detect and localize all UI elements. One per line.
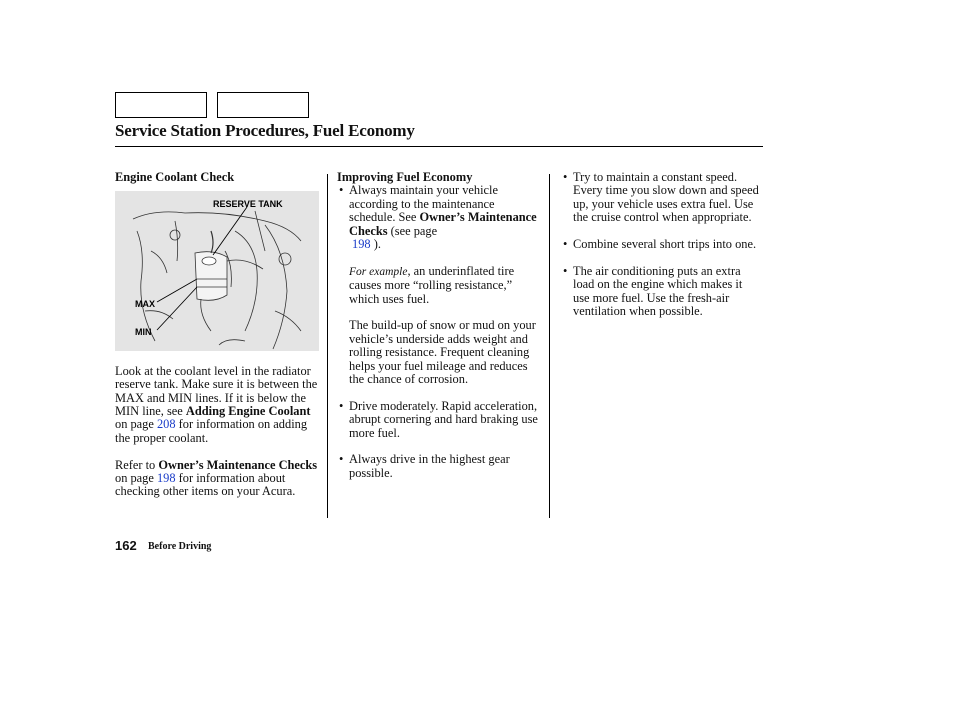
ref-owners-maintenance-checks: Owner’s Maintenance Checks bbox=[158, 457, 318, 472]
figure-label-min: MIN bbox=[135, 327, 152, 338]
list-item-air-conditioning: • The air conditioning puts an extra load on the engine which makes it use more fuel. Use the fresh-air ventilation when possible. bbox=[561, 265, 761, 319]
list-item-constant-speed: • Try to maintain a constant speed. Every time you slow down and speed up, your vehicle uses extra fuel. Use the cruise control when appropriate. bbox=[561, 171, 761, 225]
nav-button-previous[interactable] bbox=[115, 92, 207, 118]
page-number: 162 bbox=[115, 538, 137, 553]
ref-adding-engine-coolant: Adding Engine Coolant bbox=[185, 404, 311, 419]
figure-label-max: MAX bbox=[135, 299, 155, 310]
page-link-208[interactable]: 208 bbox=[156, 417, 176, 432]
column-fuel-economy bbox=[337, 171, 543, 480]
coolant-check-paragraph: Look at the coolant level in the radiator reserve tank. Make sure it is between the MAX and MIN lines. If it is below the MIN line, see Adding Engine Coolant on page 208 for information on adding the proper coolant. bbox=[115, 363, 318, 445]
maintenance-reference-paragraph: Refer to Owner’s Maintenance Checks on page 198 for information about checking other items on your Acura. bbox=[115, 457, 318, 499]
footer-section-name: Before Driving bbox=[148, 541, 212, 552]
tire-example-paragraph: For example, an underinflated tire causes more “rolling resistance,” which uses fuel. bbox=[349, 263, 515, 306]
column-engine-coolant bbox=[115, 171, 325, 499]
page-link-198-2[interactable]: 198 bbox=[352, 237, 371, 252]
list-item-highest-gear: • Always drive in the highest gear possible. bbox=[337, 453, 543, 480]
ref-owners-maintenance-checks-2: Owner’s Maintenance Checks bbox=[349, 210, 537, 238]
snow-mud-paragraph: The build-up of snow or mud on your vehicle’s underside adds weight and rolling resistance. Frequent cleaning helps your fuel mileage and reduces the chance of corrosion. bbox=[349, 318, 536, 387]
title-divider bbox=[115, 146, 763, 147]
figure-label-reserve-tank: RESERVE TANK bbox=[213, 199, 283, 210]
list-item-drive-moderately: • Drive moderately. Rapid acceleration, abrupt cornering and hard braking use more fuel. bbox=[337, 400, 543, 440]
list-item-maintain-vehicle: • Always maintain your vehicle according to the maintenance schedule. See Owner’s Maintenance Checks (see page 198 ). bbox=[337, 184, 543, 251]
column-divider-2 bbox=[549, 174, 550, 518]
column-divider-1 bbox=[327, 174, 328, 518]
engine-coolant-figure bbox=[115, 191, 319, 351]
nav-button-next[interactable] bbox=[217, 92, 309, 118]
page-title: Service Station Procedures, Fuel Economy bbox=[115, 121, 415, 140]
section-heading-fuel-economy: Improving Fuel Economy bbox=[337, 170, 473, 184]
list-item-combine-trips: • Combine several short trips into one. bbox=[561, 238, 761, 251]
section-heading-coolant: Engine Coolant Check bbox=[115, 170, 235, 184]
column-fuel-tips bbox=[561, 171, 761, 318]
page-link-198[interactable]: 198 bbox=[156, 471, 176, 486]
